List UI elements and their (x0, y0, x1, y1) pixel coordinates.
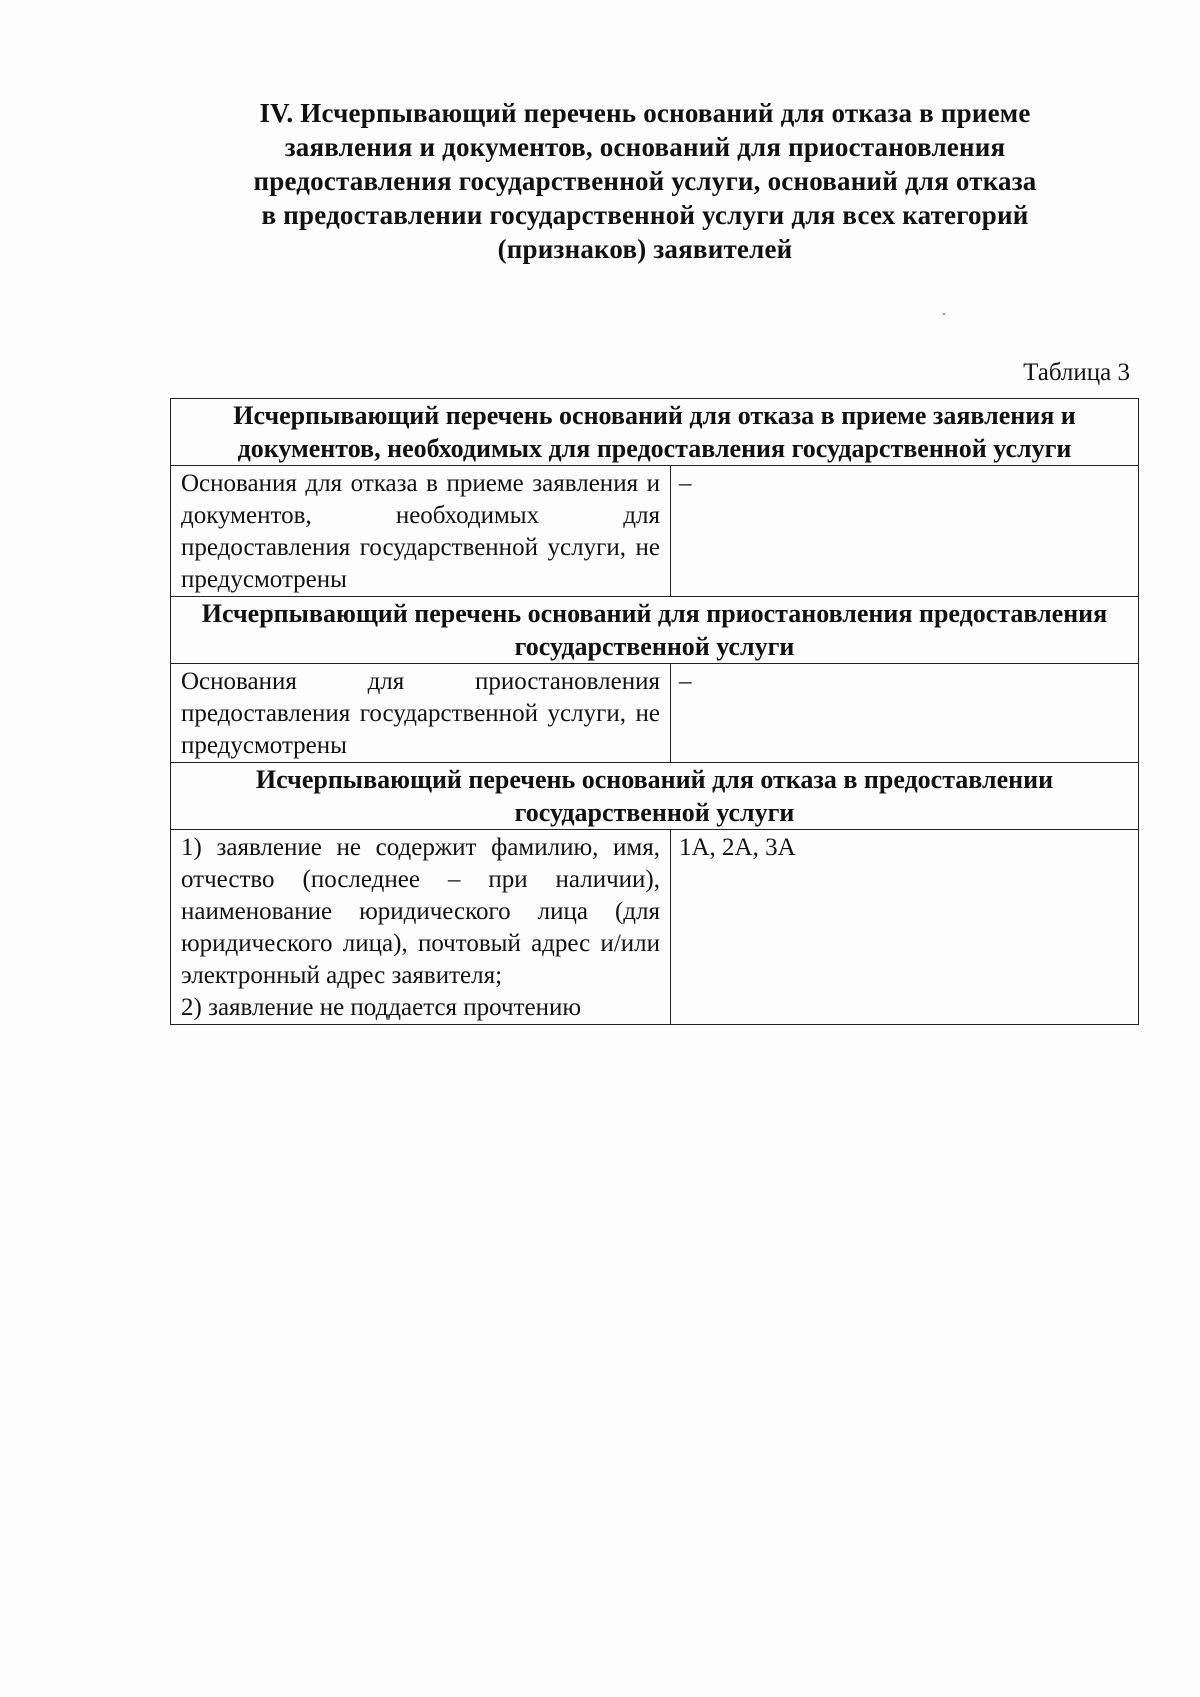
applicants-cell: – (671, 664, 1139, 763)
group-header-refusal-provision: Исчерпывающий перечень оснований для отказа в предоставлении государственной услуги (171, 763, 1139, 830)
grounds-item: 1) заявление не содержит фамилию, имя, отчество (последнее – при наличии), наименование юридического лица (для юридического лица), почтовый адрес и/или электронный адрес заявителя; (181, 834, 660, 989)
grounds-cell (171, 466, 671, 597)
grounds-item: 2) заявление не поддается прочтению (181, 994, 582, 1021)
table-header-row (171, 597, 1139, 664)
grounds-cell (171, 664, 671, 763)
table-row (171, 466, 1139, 597)
section-title-line: в предоставлении государственной услуги для всех категорий (261, 200, 1029, 230)
table-header-row (171, 763, 1139, 830)
grounds-cell (171, 830, 671, 1025)
group-header-refusal-acceptance: Исчерпывающий перечень оснований для отказа в приеме заявления и документов, необходимых для предоставления государственной услуги (171, 399, 1139, 466)
section-title-line: предоставления государственной услуги, оснований для отказа (253, 166, 1037, 196)
table-caption: Таблица 3 (1023, 359, 1130, 386)
table-row (171, 664, 1139, 763)
grounds-table (170, 398, 1139, 1025)
applicants-cell: – (671, 466, 1139, 597)
applicants-cell: 1А, 2А, 3А (671, 830, 1139, 1025)
section-title-line: IV. Исчерпывающий перечень оснований для отказа в приеме (259, 98, 1031, 128)
scan-speck (943, 313, 945, 315)
group-header-suspension: Исчерпывающий перечень оснований для приостановления предоставления государственной услуги (171, 597, 1139, 664)
section-title-line: заявления и документов, оснований для приостановления (284, 132, 1006, 162)
section-title-line: (признаков) заявителей (497, 234, 793, 264)
table-row (171, 830, 1139, 1025)
grounds-text: Основания для отказа в приеме заявления и документов, необходимых для предоставления государственной услуги, не предусмотрены (181, 470, 660, 593)
table-header-row (171, 399, 1139, 466)
section-title (220, 96, 1070, 266)
grounds-text: Основания для приостановления предоставления государственной услуги, не предусмотрены (181, 668, 660, 759)
